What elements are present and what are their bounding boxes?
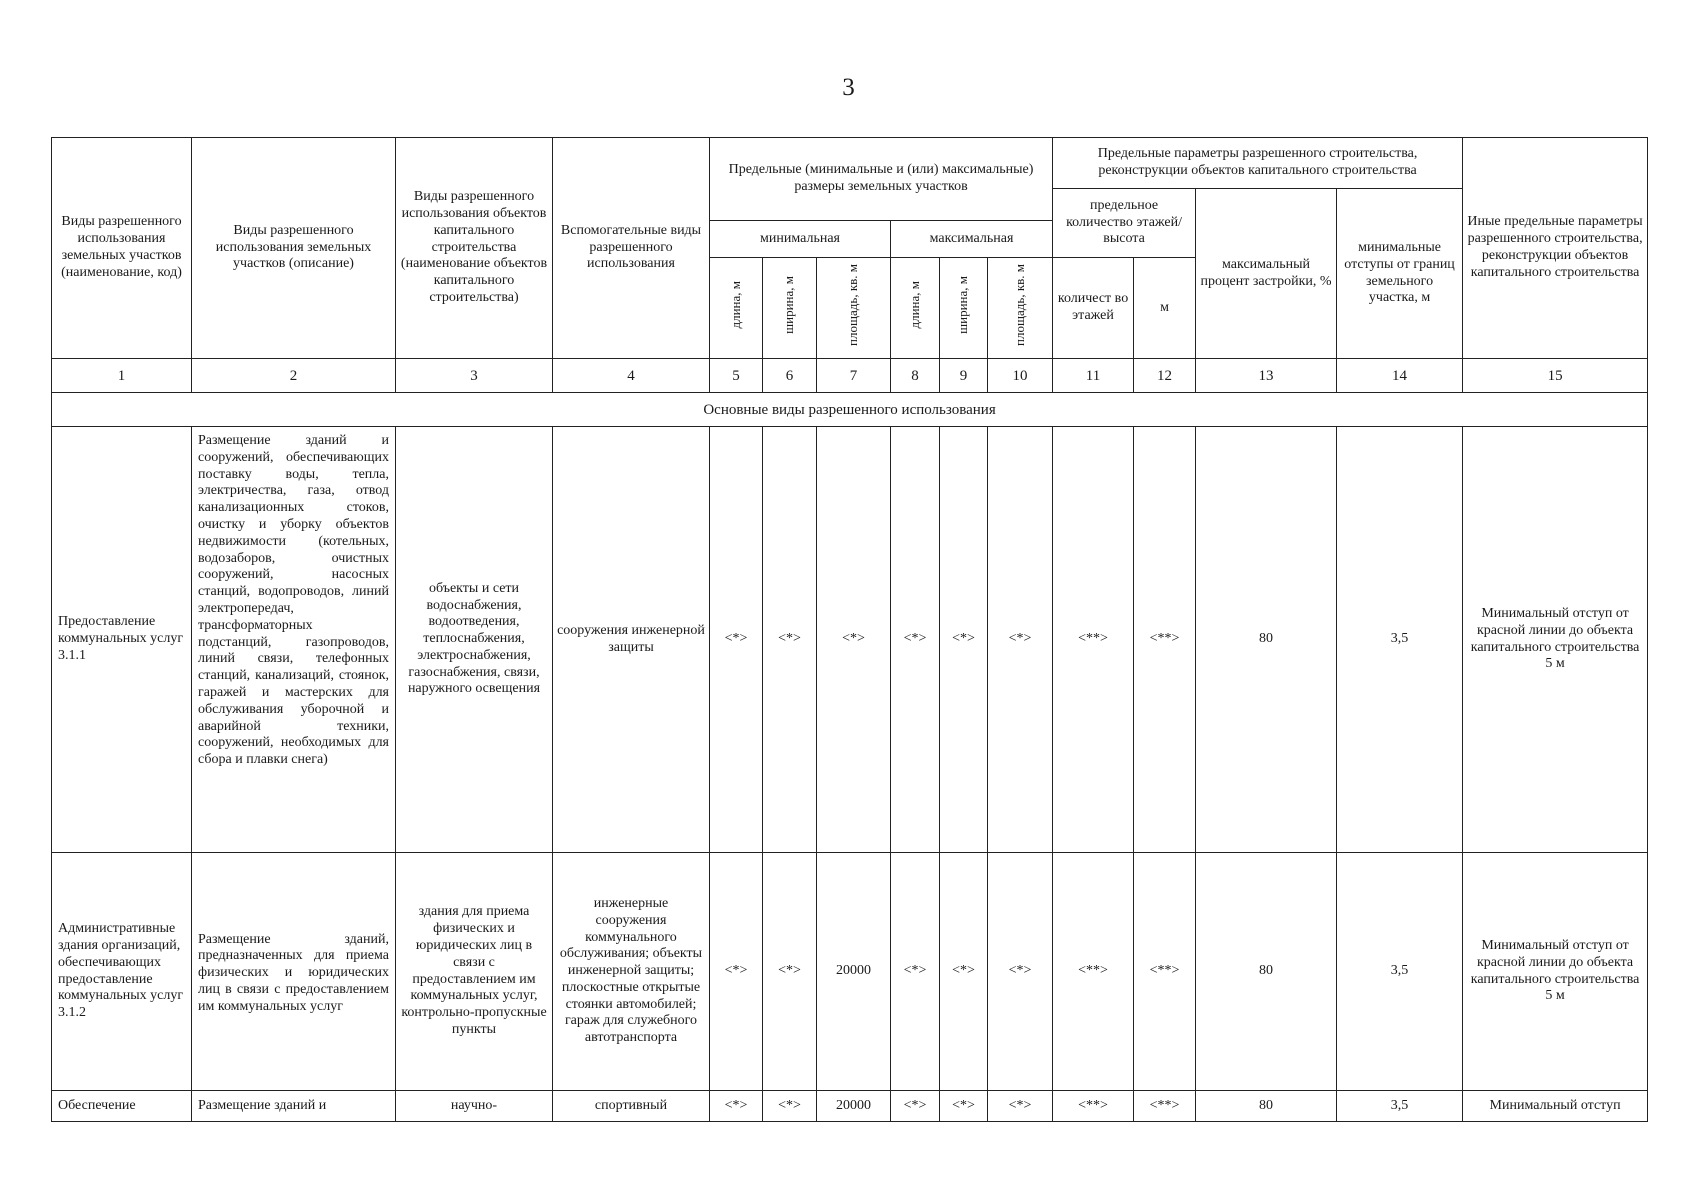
section-title: Основные виды разрешенного использования <box>52 393 1648 427</box>
row-min-area: <*> <box>817 427 891 853</box>
page-number: 3 <box>842 74 855 101</box>
row-auxiliary: сооружения инженерной защиты <box>553 427 710 853</box>
row-max-length: <*> <box>891 427 940 853</box>
section-title-row <box>52 393 1648 427</box>
column-number: 15 <box>1463 359 1648 393</box>
row-max-area: <*> <box>988 853 1053 1091</box>
table-row <box>52 427 1648 853</box>
column-number: 8 <box>891 359 940 393</box>
row-name: Предоставление коммунальных услуг 3.1.1 <box>52 427 192 853</box>
row-height: <**> <box>1134 1091 1196 1122</box>
column-number: 13 <box>1196 359 1337 393</box>
row-name: Административные здания организаций, обеспечивающих предоставление коммунальных услуг 3.1.2 <box>52 853 192 1091</box>
table-row <box>52 1091 1648 1122</box>
column-number: 3 <box>396 359 553 393</box>
header-floor-count: количест во этажей <box>1053 258 1134 359</box>
column-number: 10 <box>988 359 1053 393</box>
column-numbers-row <box>52 359 1648 393</box>
row-auxiliary: инженерные сооружения коммунального обслуживания; объекты инженерной защиты; плоскостные открытые стоянки автомобилей; гараж для служебного автотранспорта <box>553 853 710 1091</box>
row-setback: 3,5 <box>1337 427 1463 853</box>
row-max-length: <*> <box>891 1091 940 1122</box>
row-capital-objects: здания для приема физических и юридических лиц в связи с предоставлением им коммунальных услуг, контрольно-пропускные пункты <box>396 853 553 1091</box>
row-name: Обеспечение <box>52 1091 192 1122</box>
column-number: 1 <box>52 359 192 393</box>
row-floors: <**> <box>1053 853 1134 1091</box>
row-max-width: <*> <box>940 427 988 853</box>
header-meters: м <box>1134 258 1196 359</box>
header-max-building-percent: максимальный процент застройки, % <box>1196 189 1337 359</box>
header-construction-params: Предельные параметры разрешенного строительства, реконструкции объектов капитального строительства <box>1053 138 1463 189</box>
header-max-length-label: длина, м <box>906 281 922 329</box>
row-description: Размещение зданий и сооружений, обеспечивающих поставку воды, тепла, электричества, газа, отвод канализационных стоков, очистку и уборку объектов недвижимости (котельных, водозаборов, очистных сооружений, насосных станций, водопроводов, линий электропередач, трансформаторных подстанций, газопроводов, линий связи, телефонных станций, канализаций, стоянок, гаражей и мастерских для обслуживания уборочной и аварийной техники, сооружений, необходимых для сбора и плавки снега) <box>192 427 396 853</box>
row-auxiliary: спортивный <box>553 1091 710 1122</box>
row-max-percent: 80 <box>1196 1091 1337 1122</box>
header-floors-height: предельное количество этажей/высота <box>1053 189 1196 258</box>
header-auxiliary-uses: Вспомогательные виды разрешенного использования <box>553 138 710 359</box>
row-min-width: <*> <box>763 427 817 853</box>
row-max-width: <*> <box>940 853 988 1091</box>
row-min-area: 20000 <box>817 853 891 1091</box>
header-land-use-types: Виды разрешенного использования земельных участков (наименование, код) <box>52 138 192 359</box>
row-min-width: <*> <box>763 853 817 1091</box>
column-number: 14 <box>1337 359 1463 393</box>
row-min-length: <*> <box>710 853 763 1091</box>
row-capital-objects: научно- <box>396 1091 553 1122</box>
row-other: Минимальный отступ <box>1463 1091 1648 1122</box>
column-number: 5 <box>710 359 763 393</box>
zoning-regulations-table <box>51 137 1648 1122</box>
row-min-length: <*> <box>710 427 763 853</box>
header-min-length <box>710 258 763 359</box>
row-floors: <**> <box>1053 427 1134 853</box>
row-setback: 3,5 <box>1337 853 1463 1091</box>
row-min-width: <*> <box>763 1091 817 1122</box>
row-height: <**> <box>1134 853 1196 1091</box>
header-other-params: Иные предельные параметры разрешенного строительства, реконструкции объектов капитального строительства <box>1463 138 1648 359</box>
row-other: Минимальный отступ от красной линии до объекта капитального строительства 5 м <box>1463 853 1648 1091</box>
row-max-percent: 80 <box>1196 427 1337 853</box>
column-number: 4 <box>553 359 710 393</box>
header-capital-objects: Виды разрешенного использования объектов капитального строительства (наименование объектов капитального строительства) <box>396 138 553 359</box>
column-number: 11 <box>1053 359 1134 393</box>
column-number: 6 <box>763 359 817 393</box>
header-min-width <box>763 258 817 359</box>
row-capital-objects: объекты и сети водоснабжения, водоотведения, теплоснабжения, электроснабжения, газоснабжения, связи, наружного освещения <box>396 427 553 853</box>
header-max-area-label: площадь, кв. м <box>1011 264 1027 347</box>
header-maximal: максимальная <box>891 221 1053 258</box>
row-other: Минимальный отступ от красной линии до объекта капитального строительства 5 м <box>1463 427 1648 853</box>
header-min-setbacks: минимальные отступы от границ земельного участка, м <box>1337 189 1463 359</box>
header-max-width <box>940 258 988 359</box>
header-min-width-label: ширина, м <box>781 276 797 335</box>
header-land-use-description: Виды разрешенного использования земельных участков (описание) <box>192 138 396 359</box>
column-number: 9 <box>940 359 988 393</box>
header-plot-sizes: Предельные (минимальные и (или) максимальные) размеры земельных участков <box>710 138 1053 221</box>
header-minimal: минимальная <box>710 221 891 258</box>
row-description: Размещение зданий и <box>192 1091 396 1122</box>
row-min-length: <*> <box>710 1091 763 1122</box>
row-setback: 3,5 <box>1337 1091 1463 1122</box>
column-number: 2 <box>192 359 396 393</box>
row-max-length: <*> <box>891 853 940 1091</box>
row-max-width: <*> <box>940 1091 988 1122</box>
header-max-width-label: ширина, м <box>955 276 971 335</box>
header-min-length-label: длина, м <box>727 281 743 329</box>
row-max-percent: 80 <box>1196 853 1337 1091</box>
row-max-area: <*> <box>988 427 1053 853</box>
row-min-area: 20000 <box>817 1091 891 1122</box>
header-max-length <box>891 258 940 359</box>
header-max-area <box>988 258 1053 359</box>
row-description: Размещение зданий, предназначенных для приема физических и юридических лиц в связи с предоставлением им коммунальных услуг <box>192 853 396 1091</box>
column-number: 12 <box>1134 359 1196 393</box>
row-floors: <**> <box>1053 1091 1134 1122</box>
column-number: 7 <box>817 359 891 393</box>
header-min-area-label: площадь, кв. м <box>845 264 861 347</box>
row-height: <**> <box>1134 427 1196 853</box>
header-min-area <box>817 258 891 359</box>
row-max-area: <*> <box>988 1091 1053 1122</box>
table-row <box>52 853 1648 1091</box>
